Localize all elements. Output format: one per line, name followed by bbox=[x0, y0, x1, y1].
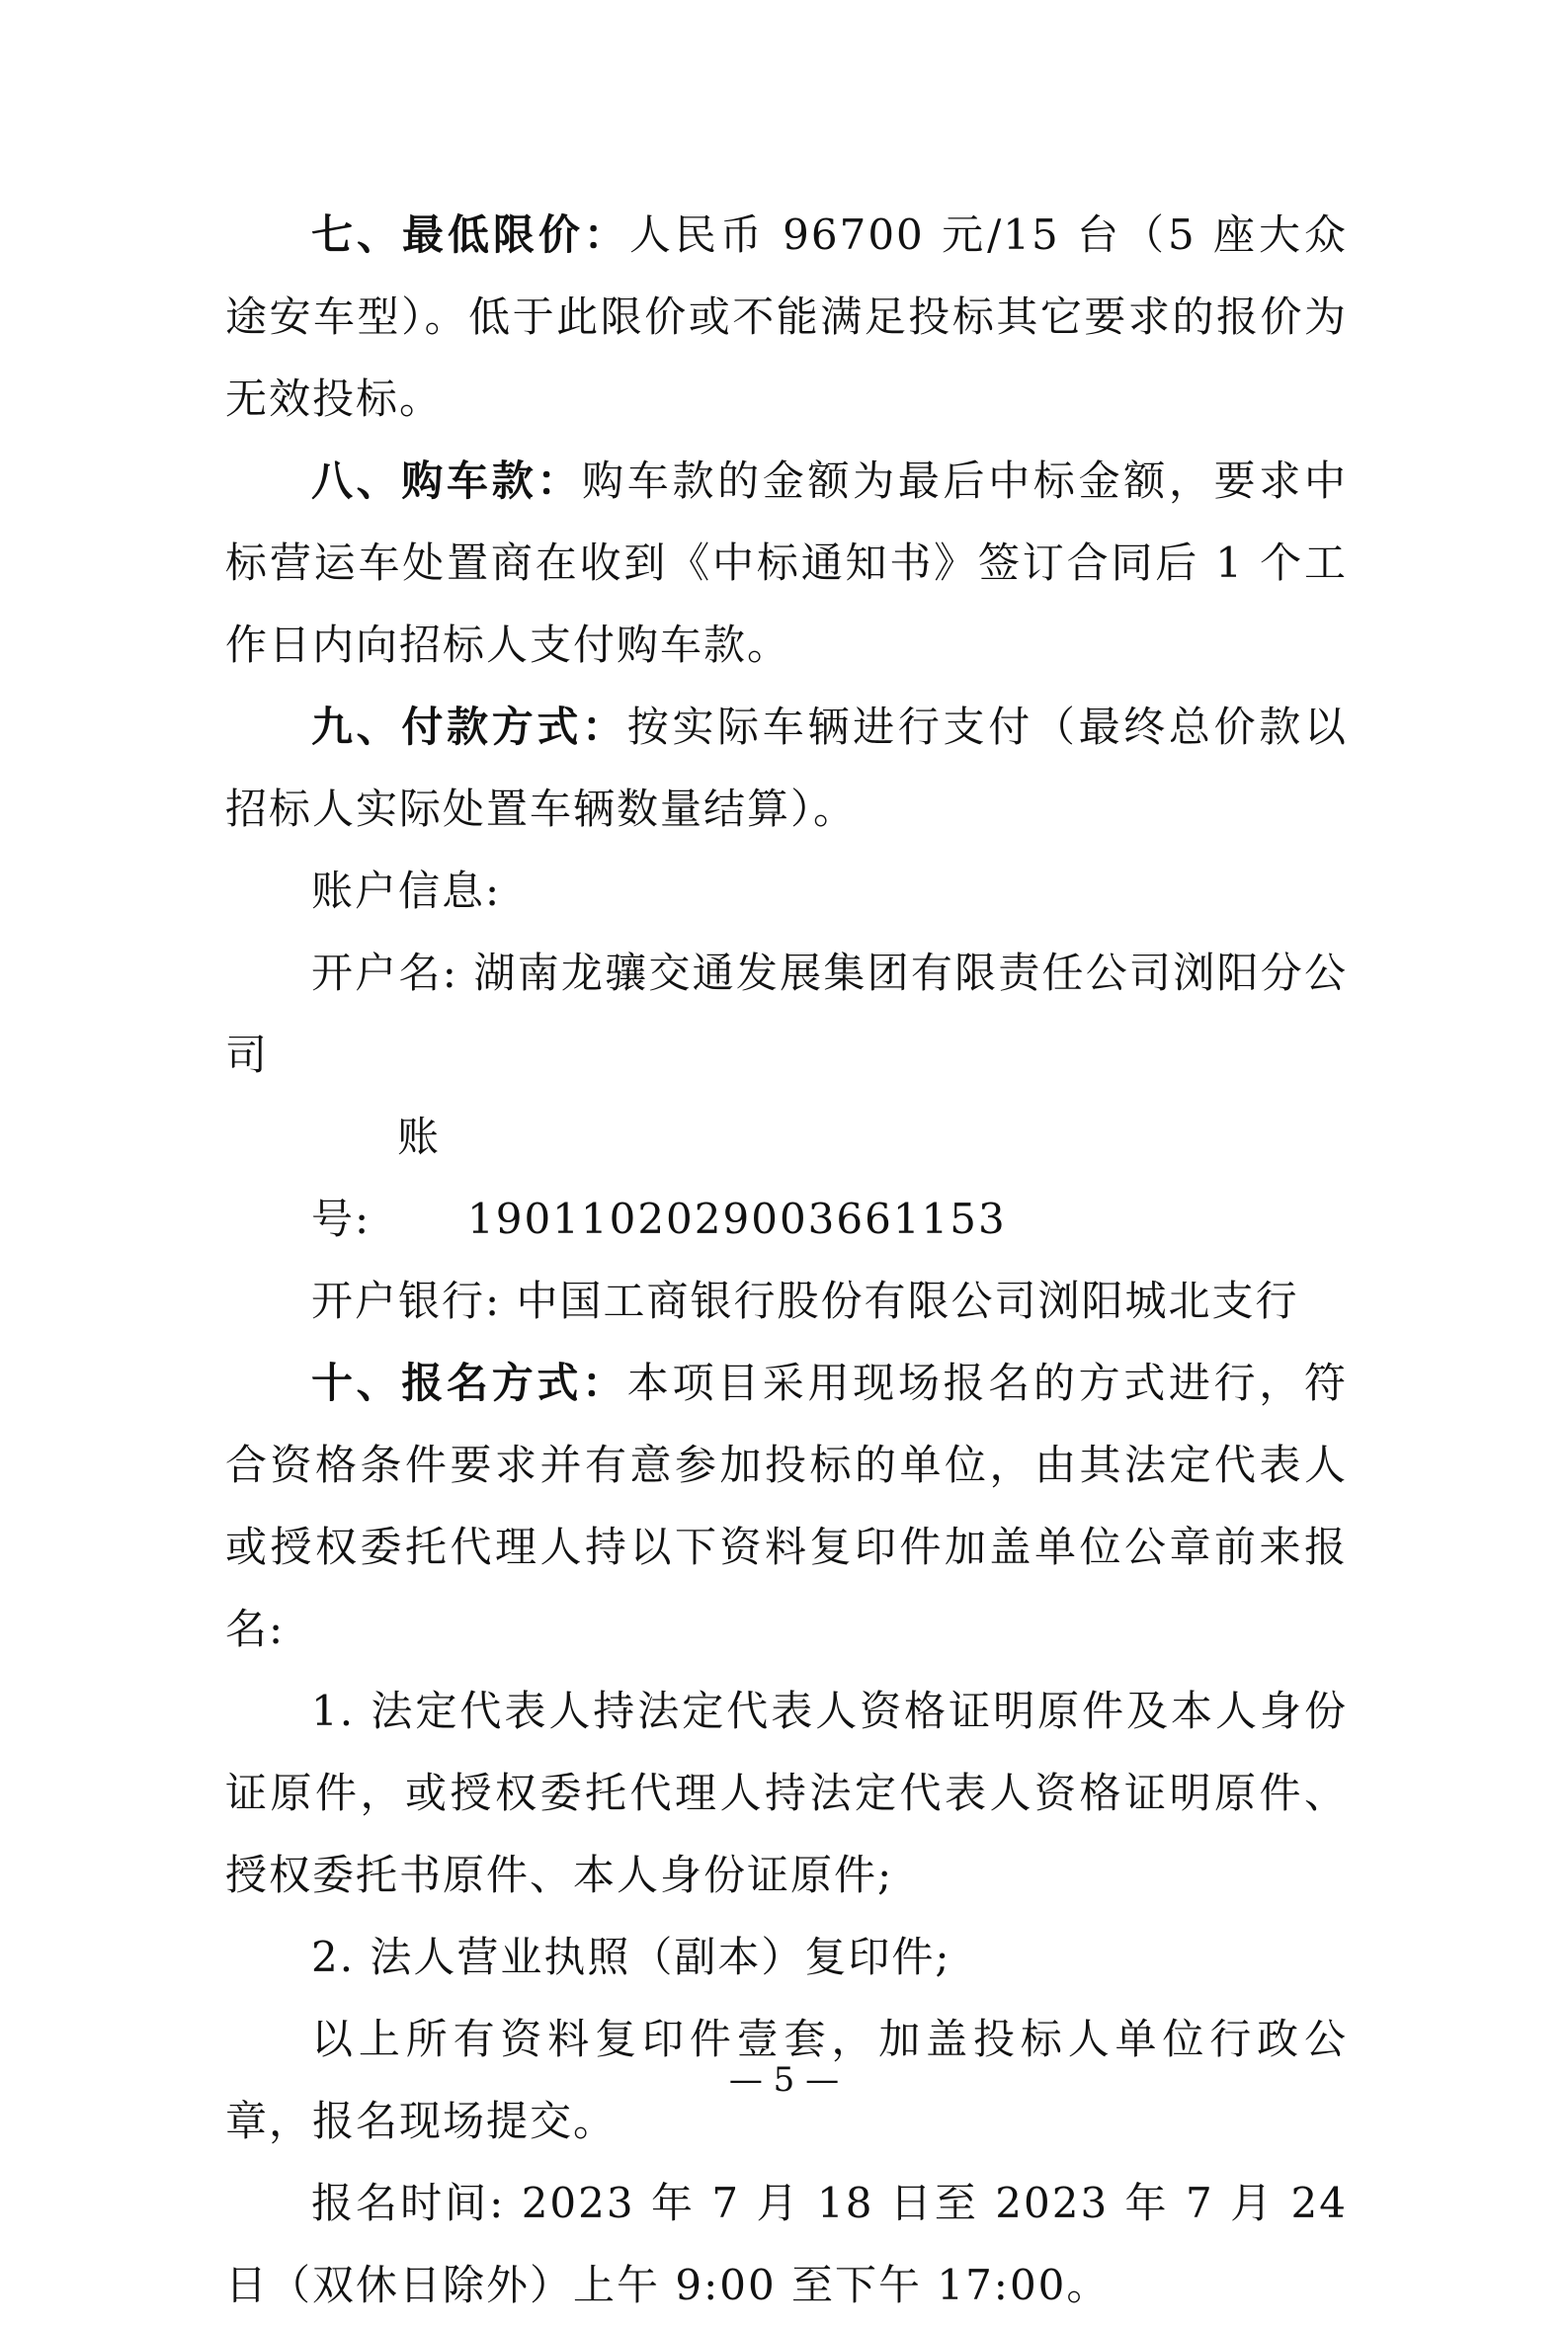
section-10-item-2: 2. 法人营业执照（副本）复印件; bbox=[311, 1933, 951, 1981]
section-7 bbox=[225, 194, 1348, 440]
section-10-item-1: 1. 法定代表人持法定代表人资格证明原件及本人身份证原件，或授权委托代理人持法定代表人资格证明原件、授权委托书原件、本人身份证原件; bbox=[225, 1687, 1348, 1899]
page-number: — 5 — bbox=[728, 2060, 840, 2100]
account-number-label: 账 号: bbox=[311, 1113, 442, 1243]
section-8-body: 购车款的金额为最后中标金额，要求中标营运车处置商在收到《中标通知书》签订合同后 1 个工作日内向招标人支付购车款。 bbox=[225, 457, 1348, 669]
section-8 bbox=[225, 440, 1348, 686]
account-number-value: 19011020290036611​53 bbox=[467, 1195, 1007, 1243]
account-bank-line: 开户银行: 中国工商银行股份有限公司浏阳城北支行 bbox=[311, 1277, 1299, 1325]
account-number-line bbox=[225, 1096, 1348, 1260]
section-8-heading: 八、购车款： bbox=[311, 457, 583, 505]
section-10-heading: 十、报名方式： bbox=[311, 1359, 627, 1407]
section-9 bbox=[225, 686, 1348, 850]
document-body bbox=[225, 194, 1348, 2326]
section-10-note: 以上所有资料复印件壹套，加盖投标人单位行政公章，报名现场提交。 bbox=[225, 2015, 1348, 2145]
account-name-line: 开户名: 湖南龙骧交通发展集团有限责任公司浏阳分公司 bbox=[225, 949, 1348, 1079]
section-10 bbox=[225, 1342, 1348, 1670]
section-9-heading: 九、付款方式： bbox=[311, 703, 627, 751]
section-7-heading: 七、最低限价： bbox=[311, 210, 629, 259]
section-9-body: 按实际车辆进行支付（最终总价款以招标人实际处置车辆数量结算）。 bbox=[225, 703, 1348, 833]
account-info-title: 账户信息: bbox=[311, 867, 502, 915]
section-7-body: 人民币 96700 元/15 台（5 座大众途安车型）。低于此限价或不能满足投标其它要求的报价为无效投标。 bbox=[225, 210, 1348, 423]
registration-time: 报名时间: 2023 年 7 月 18 日至 2023 年 7 月 24 日（双休日除外）上午 9:00 至下午 17:00。 bbox=[225, 2179, 1348, 2309]
section-10-body: 本项目采用现场报名的方式进行，符合资格条件要求并有意参加投标的单位，由其法定代表人或授权委托代理人持以下资料复印件加盖单位公章前来报名: bbox=[225, 1359, 1348, 1653]
